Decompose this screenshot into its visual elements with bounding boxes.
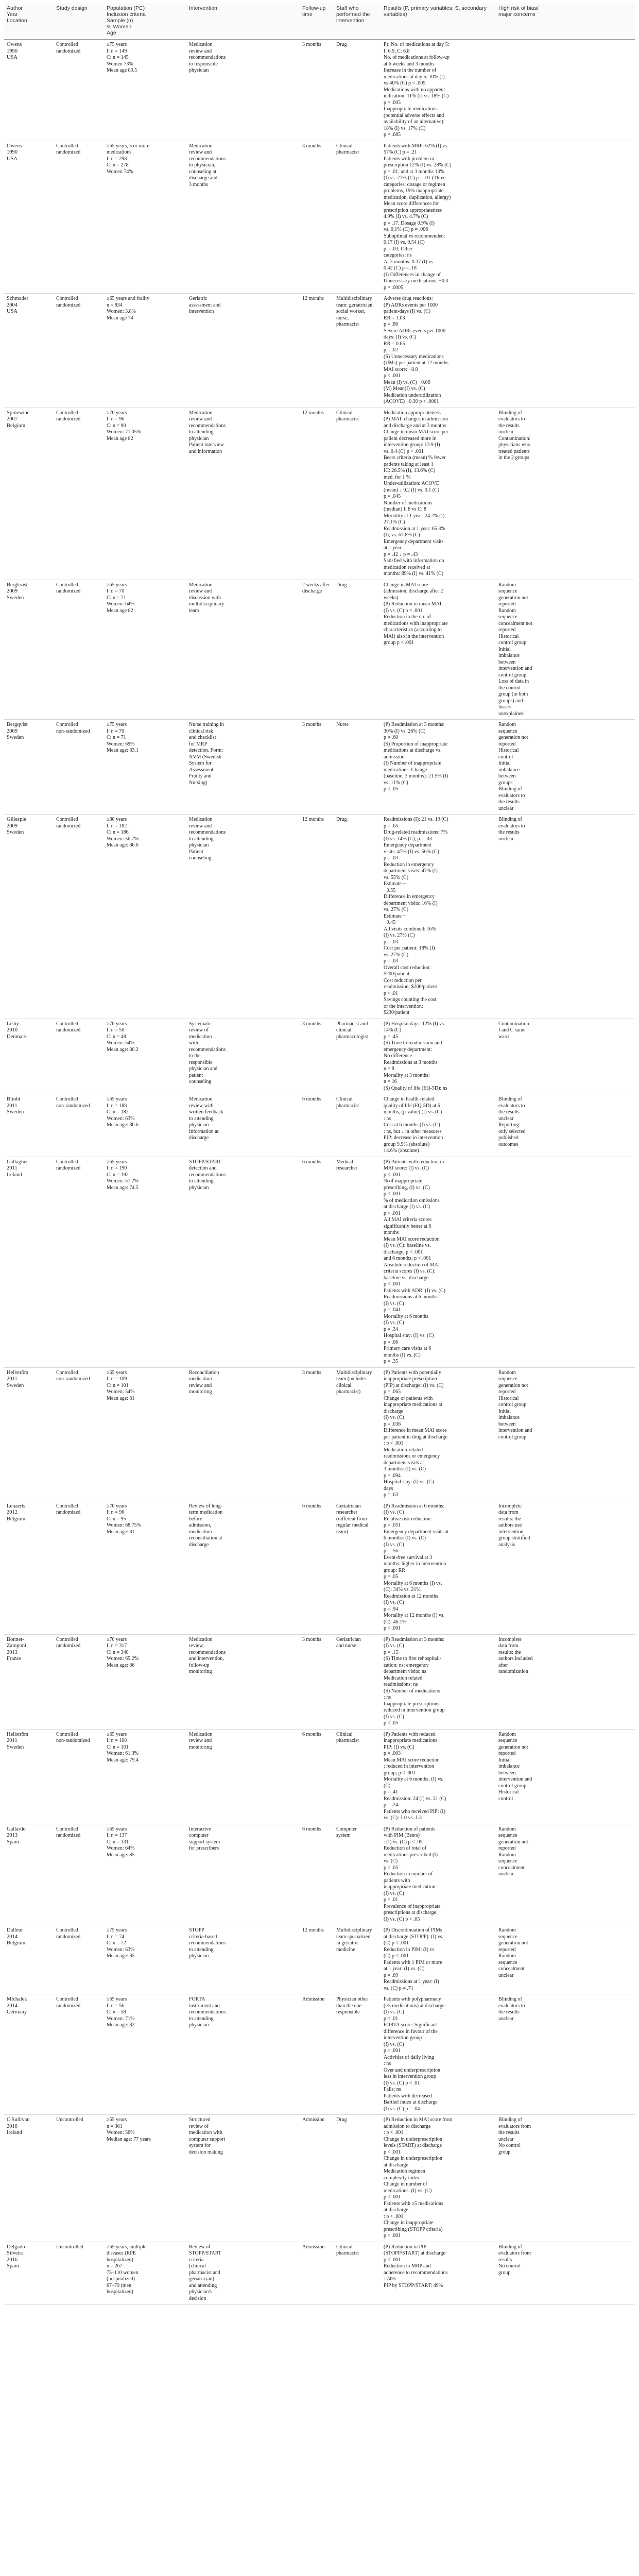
- cell-study-design: Controlled non-randomized: [54, 1729, 104, 1824]
- column-header-author: Author Year Location: [4, 3, 54, 40]
- cell-bias: [496, 40, 635, 141]
- cell-population: ≥75 years I: n = 149 C: n = 145 Women 73% Mean age 80.5: [104, 40, 186, 141]
- cell-follow-up: Admission: [300, 2115, 334, 2242]
- cell-intervention: Medication review and recommendations to responsible physician: [186, 40, 300, 141]
- cell-follow-up: 6 months: [300, 1824, 334, 1925]
- column-header-population: Population (PC) Inclusion criteria Sample (n) % Women Age: [104, 3, 186, 40]
- table-row: [4, 408, 635, 580]
- cell-results: (P) Readmission at 3 months: 30% (I) vs. 26% (C) p = .60 (S) Proportion of inappropriate medications at discharge vs. admission (I) Number of inappropriate medications: Change (baseline; 3 months): 21.5% (I) vs. 11% (C) p < .05: [381, 720, 496, 815]
- table-row: [4, 815, 635, 1019]
- cell-intervention: FORTA instrument and recommendations to attending physician: [186, 1994, 300, 2115]
- cell-results: (P) Reduction of patients with PIM (Beers) : (I) vs. (C) p < .05 Reduction of total of medications prescribed (I) vs. (C) p < .05 Reduction in number of patients with inappropriate medication (I) vs. (C) p = .01 Prevalence of inappropriate prescriptions at discharge: (I) vs. (C) p < .05: [381, 1824, 496, 1925]
- cell-population: ≥65 years I: n = 190 C: n = 192 Women: 51.2% Mean age: 74.5: [104, 1157, 186, 1367]
- table-row: [4, 1729, 635, 1824]
- table-body: [4, 40, 635, 2304]
- cell-follow-up: Admission: [300, 1994, 334, 2115]
- cell-bias: Blinding of evaluators to the results unclear Contamination: physicians who treated patients in the 2 groups: [496, 408, 635, 580]
- cell-author: Lenaerts 2012 Belgium: [4, 1501, 54, 1634]
- cell-results: (P) Readmission at 3 months: (I) vs. (C) p = .15 (S) Time to first rehospitali- zation: ns; emergency department visits: ns Medication related readmissions: ns (S) Number of medications : ns Inappropriate prescriptions: reduced in intervention group (I) vs. (C) p < .05: [381, 1634, 496, 1729]
- cell-results: Adverse drug reactions: (P) ADRs events per 1000 patient-days (I) vs. (C) RR = 1.03 p = .86 Severe ADRs events per 1000 days: (I) vs. (C) RR = 0.65 p = .02 (S) Unnecessary medications (UMs) per patient at 12 months MAI score: −8.8 p < .001 Mean (I) vs. (C) −0.06 (M) Mean(I) vs. (C) Medication underutilization (ACOVE) −0.30 p < .0001: [381, 294, 496, 408]
- cell-results: (P) Reduction in MAI score from admission to discharge : p < .001 Change in underprescription levels (START) at discharge p < .001 Change in underprescription at discharge Medication regimen complexity index Change in number of medications: (I) vs. (C) p < .001 Patients with ≥5 medications at discharge : p < .001 Change in inappropriate prescribing (STOPP criteria) p < .001: [381, 2115, 496, 2242]
- cell-study-design: Controlled randomized: [54, 40, 104, 141]
- cell-intervention: Nurse training in clinical risk and checklist for MRP detection. Form: NVM (Swedish System for Assessment Frailty and Nursing): [186, 720, 300, 815]
- cell-bias: Random sequence generation not reported Historical control group Initial imbalance between intervention and control group: [496, 1367, 635, 1501]
- cell-staff: Clinical pharmacist: [334, 1729, 381, 1824]
- cell-population: ≥70 years I: n = 50 C: n = 49 Women: 54% Mean age: 80.2: [104, 1019, 186, 1094]
- cell-intervention: Medication review with written feedback to attending physician Information at discharge: [186, 1094, 300, 1157]
- cell-follow-up: 12 months: [300, 294, 334, 408]
- cell-staff: Medical researcher: [334, 1157, 381, 1367]
- cell-results: Patients with polypharmacy (≥5 medications) at discharge: (I) vs. (C) p < .01 FORTA score: Significant difference in favour of the intervention group (I) vs. (C) p < .001 Activities of daily living : ns Over and underprescription less in intervention group (I) vs. (C) p < .01 Falls: ns Patients with decreased Barthel index at discharge (I) vs. (C) p = .04: [381, 1994, 496, 2115]
- table-row: [4, 1634, 635, 1729]
- cell-staff: Clinical pharmacist: [334, 141, 381, 294]
- cell-staff: Drug: [334, 580, 381, 720]
- table-row: [4, 141, 635, 294]
- cell-bias: Blinding of evaluators to the results unclear Reporting: only selected published outcomes: [496, 1094, 635, 1157]
- cell-intervention: Structured review of medication with computer support system for decision making: [186, 2115, 300, 2242]
- cell-bias: Blinding of evaluators to the results unclear: [496, 1994, 635, 2115]
- cell-staff: Drug: [334, 815, 381, 1019]
- cell-bias: Random sequence generation not reported Initial imbalance between intervention and control group Historical control: [496, 1729, 635, 1824]
- cell-author: Gillespie 2009 Sweden: [4, 815, 54, 1019]
- cell-bias: Contamination I and C same ward: [496, 1019, 635, 1094]
- cell-study-design: Controlled randomized: [54, 580, 104, 720]
- cell-population: ≥65 years I: n = 109 C: n = 101 Women: 54% Mean age: 81: [104, 1367, 186, 1501]
- cell-intervention: Reconciliation medication review and monitoring: [186, 1367, 300, 1501]
- table-row: [4, 2242, 635, 2304]
- cell-population: ≥65 years, multiple diseases (RPE hospitalized) n = 267 75–110 women (hospitalized) 67–79 (men hospitalized): [104, 2242, 186, 2304]
- cell-population: ≥65 years I: n = 137 C: n = 131 Women: 64% Mean age: 85: [104, 1824, 186, 1925]
- cell-study-design: Controlled randomized: [54, 141, 104, 294]
- cell-intervention: Medication review and recommendations to attending physician Patient interview and information: [186, 408, 300, 580]
- cell-population: ≥65 years, 5 or more medications I: n = 298 C: n = 278 Women 74%: [104, 141, 186, 294]
- cell-follow-up: 6 months: [300, 1501, 334, 1634]
- table-row: [4, 1824, 635, 1925]
- cell-follow-up: 6 months: [300, 1094, 334, 1157]
- cell-results: (P) Discontinuation of PIMs at discharge (STOPP): (I) vs. (C) p < .001 Reduction in PIM: (I) vs. (C) p < .001 Patients with 1 PIM or more at 1 year: (I) vs. (C) p = .69 Readmissions at 1 year: (I) vs. (C) p = .71: [381, 1925, 496, 1994]
- cell-staff: Physician other than the one responsible: [334, 1994, 381, 2115]
- cell-follow-up: 2 weeks after discharge: [300, 580, 334, 720]
- cell-results: Patients with MRP: 62% (I) vs. 57% (C) p = .21 Patients with problem in prescription 12% (I) vs. 28% (C) p = .01; and at 3 months 13% (I) vs. 27% (C) p = .01 (Three categories: dosage or regimen problems, 19% inappropriate medication, duplication, allergy) Mean score differences for prescription appropriateness 4.9% (I) vs. 4.7% (C) p = .17. Dosage 0.9% (I) vs. 0.1% (C) p = .006 Suboptimal vs recommended: 0.17 (I) vs. 0.54 (C) p = .03; Other categories: ns At 3 months: 0.37 (I) vs. 0.42 (C) p = .18 (I) Differences in change of Unnecessary medications: −0.3 p = .0005: [381, 141, 496, 294]
- cell-bias: Incomplete data from results: the authors use intervention group stratified analysis: [496, 1501, 635, 1634]
- cell-population: ≥65 years and frailty n = 834 Women: 3.8% Mean age 74: [104, 294, 186, 408]
- cell-population: ≥80 years I: n = 182 C: n = 186 Women: 56.7% Mean age: 86.6: [104, 815, 186, 1019]
- cell-intervention: Interactive computer support system for prescribers: [186, 1824, 300, 1925]
- table-row: [4, 720, 635, 815]
- cell-author: Schmader 2004 USA: [4, 294, 54, 408]
- cell-intervention: Medication review, recommendations and intervention, follow-up monitoring: [186, 1634, 300, 1729]
- cell-author: Gallardo 2013 Spain: [4, 1824, 54, 1925]
- cell-intervention: Medication review and discussion with multidisciplinary team: [186, 580, 300, 720]
- cell-study-design: Controlled randomized: [54, 1634, 104, 1729]
- column-header-intervention: Intervention: [186, 3, 300, 40]
- cell-staff: Multidisciplinary team specialized in geriatric medicine: [334, 1925, 381, 1994]
- table-row: [4, 40, 635, 141]
- column-header-bias: High risk of bias/ major concerns: [496, 3, 635, 40]
- cell-follow-up: 12 months: [300, 1925, 334, 1994]
- cell-follow-up: 3 months: [300, 141, 334, 294]
- cell-staff: Pharmacist and clinical pharmacologist: [334, 1019, 381, 1094]
- cell-population: ≥70 years I: n = 96 C: n = 95 Women: 68.75% Mean age: 81: [104, 1501, 186, 1634]
- cell-follow-up: 3 months: [300, 720, 334, 815]
- cell-author: Bonnet- Zamponi 2013 France: [4, 1634, 54, 1729]
- cell-results: (P) Reduction in PIP (STOPP/START) at discharge p < .001 Reduction in MRP and adherence to recommendations : 74% PIP by STOPP/START: 49%: [381, 2242, 496, 2304]
- cell-follow-up: 3 months: [300, 40, 334, 141]
- cell-author: Delgado- Silveira 2016 Spain: [4, 2242, 54, 2304]
- column-header-study-design: Study design: [54, 3, 104, 40]
- cell-staff: Multidisciplinary team: geriatrician, social worker, nurse, pharmacist: [334, 294, 381, 408]
- cell-study-design: Controlled randomized: [54, 294, 104, 408]
- cell-follow-up: 6 months: [300, 1157, 334, 1367]
- cell-author: Lisby 2010 Denmark: [4, 1019, 54, 1094]
- evidence-table: [4, 3, 635, 2304]
- cell-bias: Random sequence generation not reported Random sequence concealment unclear: [496, 1824, 635, 1925]
- cell-author: Owens 1990 USA: [4, 40, 54, 141]
- cell-results: (P) Hospital days: 12% (I) vs. 14% (C) p = .45 (S) Time to readmission and emergency department: No difference Readmissions at 3 months n = 8 Mortality at 3 months: n = 16 (S) Quality of life (EQ-5D): ns: [381, 1019, 496, 1094]
- cell-study-design: Uncontrolled: [54, 2242, 104, 2304]
- cell-staff: Multidisciplinary team (includes clinical pharmacist): [334, 1367, 381, 1501]
- cell-results: Change in MAI score (admission, discharge after 2 weeks) (P) Reduction in mean MAI (I) vs. (C) p < .001 Reduction in the no. of medications with inappropriate characteristics (according to MAI) also in the intervention group p < .001: [381, 580, 496, 720]
- table-row: [4, 1994, 635, 2115]
- cell-follow-up: 6 months: [300, 1729, 334, 1824]
- cell-intervention: Geriatric assessment and intervention: [186, 294, 300, 408]
- table-row: [4, 1019, 635, 1094]
- cell-results: (P) Patients with reduced inappropriate medications PIP: (I) vs. (C) p = .003 Mean MAI score reduction : reduced in intervention group; p < .001 Mortality at 6 months: (I) vs. (C) p = .41 Readmission: 24 (I) vs. 31 (C) p = .24 Patients who received PIP: (I) vs. (C): 1.0 vs. 1.3: [381, 1729, 496, 1824]
- cell-bias: Blinding of evaluators to the results unclear: [496, 815, 635, 1019]
- cell-population: ≥75 years I: n = 74 C: n = 72 Women: 63% Mean age: 85: [104, 1925, 186, 1994]
- cell-population: ≥70 years I: n = 96 C: n = 90 Women: 71.05% Mean age 82: [104, 408, 186, 580]
- cell-follow-up: 3 months: [300, 1019, 334, 1094]
- cell-study-design: Controlled randomized: [54, 1501, 104, 1634]
- table-row: [4, 2115, 635, 2242]
- cell-results: (P) Patients with reduction in MAI score: (I) vs. (C) p < .001 % of inappropriate prescribing, (I) vs. (C) p < .001 % of medication omissions at discharge (I) vs. (C) p < .001 All MAI criteria scores significantly better at 6 months Mean MAI score reduction (I) vs. (C): baseline vs. discharge, p < .001 and 6 months: p < .001 Absolute reduction of MAI criteria scores (I) vs. (C): baseline vs. discharge p < .001 Patients with ADR: (I) vs. (C) Readmissions at 6 months (I) vs. (C) p = .041 Mortality at 6 months (I) vs. (C) p = .34 Hospital stay: (I) vs. (C) p = .06 Primary care visits at 6 months (I) vs. (C) p = .35: [381, 1157, 496, 1367]
- cell-population: ≥65 years I: n = 70 C: n = 71 Women: 64% Mean age 82: [104, 580, 186, 720]
- cell-population: ≥65 years I: n = 108 C: n = 101 Women: 61.3% Mean age: 79.4: [104, 1729, 186, 1824]
- cell-study-design: Uncontrolled: [54, 2115, 104, 2242]
- cell-intervention: Medication review and recommendations to attending physician Patient counseling: [186, 815, 300, 1019]
- cell-author: Bergqvist 2009 Sweden: [4, 720, 54, 815]
- cell-bias: Random sequence generation not reported Random sequence concealment not reported Historical control group Initial imbalance between intervention and control group Loss of data in the control group (in both groups) and losses unexplained: [496, 580, 635, 720]
- table-row: [4, 1501, 635, 1634]
- cell-staff: Drug: [334, 40, 381, 141]
- column-header-staff: Staff who performed the intervention: [334, 3, 381, 40]
- cell-results: Readmissions (I): 21 vs. 19 (C) p = .65 Drug-related readmissions: 7% (I) vs. 14% (C), p = .03 Emergency department visits: 47% (I) vs. 56% (C) p = .03 Reduction in emergency department visits: 47% (I) vs. 55% (C) Estimate − −0.55 Difference in emergency department visits: 16% (I) vs. 27% (C) Estimate − −0.45 All visits combined: 16% (I) vs. 27% (C) p = .03 Cost per patient: 18% (I) vs. 27% (C) p = .03 Overall cost reduction: $200/patient Cost reduction per readmission: $200/patient p < .01 Savings counting the cost of the intervention: $230/patient: [381, 815, 496, 1019]
- cell-results: Medication appropriateness (P) MAI: changes in admission and discharge and at 3 months Change in mean MAI score per patient decreased more in intervention group: 13.9 (I) vs. 0.4 (C) p < .001 Beers criteria (mean) % fewer patients taking at least 1 IC: 26.5% (I), 13.6% (C) med. for 1 % Under-utilization: ACOVE (mean) ↓ 0.2 (I) vs. 0.1 (C) p = .045 Number of medications (median) I: 8 vs C: 8 Mortality at 1 year: 24.2% (I), 27.1% (C) Readmission at 1 year: 65.3% (I), vs. 67.8% (C) Emergency department visits at 1 year p = .42 ↓ p = .43 Satisfied with information on medication received at months: 89% (I) vs. 41% (C): [381, 408, 496, 580]
- cell-intervention: STOPP criteria-based recommendations to attending physician: [186, 1925, 300, 1994]
- cell-population: ≥75 years I: n = 70 C: n = 71 Women: 69% Mean age: 83.1: [104, 720, 186, 815]
- cell-study-design: Controlled randomized: [54, 815, 104, 1019]
- cell-population: ≥65 years I: n = 56 C: n = 58 Women: 71% Mean age: 82: [104, 1994, 186, 2115]
- cell-study-design: Controlled non-randomized: [54, 1367, 104, 1501]
- cell-results: (P) Readmission at 6 months: (I) vs. (C) Relative risk reduction p = .051 Emergency department visits at 6 months: (I) vs. (C) (I) vs. (C) p = .56 Event-free survival at 3 months: higher in intervention group: RR p = .05 Mortality at 6 months (I) vs. (C): 34% vs. 21% Readmission at 12 months (I) vs. (C) p = .94 Mortality at 12 months (I) vs. (C): 46.1% p < .001: [381, 1501, 496, 1634]
- cell-bias: Blinding of evaluators from results No control group: [496, 2242, 635, 2304]
- cell-author: Michalek 2014 Germany: [4, 1994, 54, 2115]
- cell-author: Blinht 2011 Sweden: [4, 1094, 54, 1157]
- cell-follow-up: 3 months: [300, 1367, 334, 1501]
- table-row: [4, 294, 635, 408]
- cell-population: ≥65 years I: n = 188 C: n = 182 Women: 63% Mean age: 86.6: [104, 1094, 186, 1157]
- header-row: [4, 3, 635, 40]
- cell-bias: [496, 294, 635, 408]
- cell-study-design: Controlled randomized: [54, 1157, 104, 1367]
- cell-bias: Random sequence generation not reported Random sequence concealment unclear: [496, 1925, 635, 1994]
- table-row: [4, 1925, 635, 1994]
- cell-results: (P) Patients with potentially inappropriate prescription (PIP) at discharge: (I) vs. (C) p = .065 Change of patients with inappropriate medications at discharge (I) vs. (C) p = .036 Difference in mean MAI score per patient in drug at discharge : p < .001 Medication-related readmissions or emergency department visits at 3 months: (I) vs. (C) p = .094 Hospital stay: (I) vs. (C) days p = .63: [381, 1367, 496, 1501]
- cell-follow-up: 3 months: [300, 1634, 334, 1729]
- cell-intervention: Systematic review of medication with recommendations to the responsible physician and patient counseling: [186, 1019, 300, 1094]
- cell-intervention: Medication review and monitoring: [186, 1729, 300, 1824]
- column-header-follow-up: Follow-up time: [300, 3, 334, 40]
- column-header-results: Results (P, primary variables; S, secondary variables): [381, 3, 496, 40]
- cell-staff: Clinical pharmacist: [334, 1094, 381, 1157]
- cell-follow-up: 12 months: [300, 408, 334, 580]
- cell-intervention: Medication review and recommendations to physician, counseling at discharge and 3 months: [186, 141, 300, 294]
- cell-study-design: Controlled randomized: [54, 1925, 104, 1994]
- cell-staff: Geriatrician researcher (different from regular medical team): [334, 1501, 381, 1634]
- cell-intervention: Review of long- term medication before admission, medication reconciliation at discharge: [186, 1501, 300, 1634]
- table-row: [4, 1094, 635, 1157]
- cell-bias: Random sequence generation not reported Historical control Initial imbalance between groups Blinding of evaluators to the results unclear: [496, 720, 635, 815]
- table-row: [4, 1157, 635, 1367]
- cell-results: Change in health-related quality of life (EQ-5D) at 6 months, (p-value) (I) vs. (C) : ns Cost at 6 months (I) vs. (C) : ns, but ↓ in other measures PIP: decrease in intervention group 9.9% (absolute) : 4.6% (absolute): [381, 1094, 496, 1157]
- cell-intervention: Review of STOPP/START criteria (clinical pharmacist and geriatrician) and attending physician's decision: [186, 2242, 300, 2304]
- cell-study-design: Controlled randomized: [54, 1824, 104, 1925]
- cell-author: Dalleur 2014 Belgium: [4, 1925, 54, 1994]
- cell-staff: Nurse: [334, 720, 381, 815]
- cell-bias: [496, 1157, 635, 1367]
- cell-staff: Drug: [334, 2115, 381, 2242]
- cell-author: Bergkvist 2009 Sweden: [4, 580, 54, 720]
- cell-staff: Computer system: [334, 1824, 381, 1925]
- cell-author: Gallagher 2011 Ireland: [4, 1157, 54, 1367]
- table-row: [4, 1367, 635, 1501]
- cell-staff: Clinical pharmacist: [334, 2242, 381, 2304]
- cell-author: Owens 1990 USA: [4, 141, 54, 294]
- cell-staff: Geriatrician and nurse: [334, 1634, 381, 1729]
- cell-study-design: Controlled non-randomized: [54, 720, 104, 815]
- cell-author: O'Sullivan 2016 Ireland: [4, 2115, 54, 2242]
- cell-author: Hellström 2011 Sweden: [4, 1729, 54, 1824]
- cell-study-design: Controlled randomized: [54, 1994, 104, 2115]
- cell-follow-up: Admission: [300, 2242, 334, 2304]
- cell-bias: [496, 141, 635, 294]
- cell-bias: Blinding of evaluators from the results unclear No control group: [496, 2115, 635, 2242]
- cell-bias: Incomplete data from results: the authors included after randomization: [496, 1634, 635, 1729]
- table-row: [4, 580, 635, 720]
- cell-author: Spinewine 2007 Belgium: [4, 408, 54, 580]
- cell-author: Hellström 2011 Sweden: [4, 1367, 54, 1501]
- cell-population: ≥70 years I: n = 317 C: n = 348 Women: 65.2% Mean age: 86: [104, 1634, 186, 1729]
- cell-staff: Clinical pharmacist: [334, 408, 381, 580]
- cell-results: P): No. of medications at day 5: I: 6.9, C: 6.8 No. of medications at follow-up at 6 weeks and 3 months Increase in the number of medications at day 5: 10% (I) vs 40% (C) p < .005 Medications with no apparent indication: 11% (I) vs. 18% (C) p = .005 Inappropriate medications (potential adverse effects and availability of an alternative): 18% (I) vs. 17% (C) p = .685: [381, 40, 496, 141]
- cell-study-design: Controlled non-randomized: [54, 1094, 104, 1157]
- cell-intervention: STOPP/START detection and recommendations to attending physician: [186, 1157, 300, 1367]
- cell-study-design: Controlled randomized: [54, 408, 104, 580]
- cell-follow-up: 12 months: [300, 815, 334, 1019]
- cell-study-design: Controlled randomized: [54, 1019, 104, 1094]
- cell-population: ≥65 years n = 361 Women: 56% Median age: 77 years: [104, 2115, 186, 2242]
